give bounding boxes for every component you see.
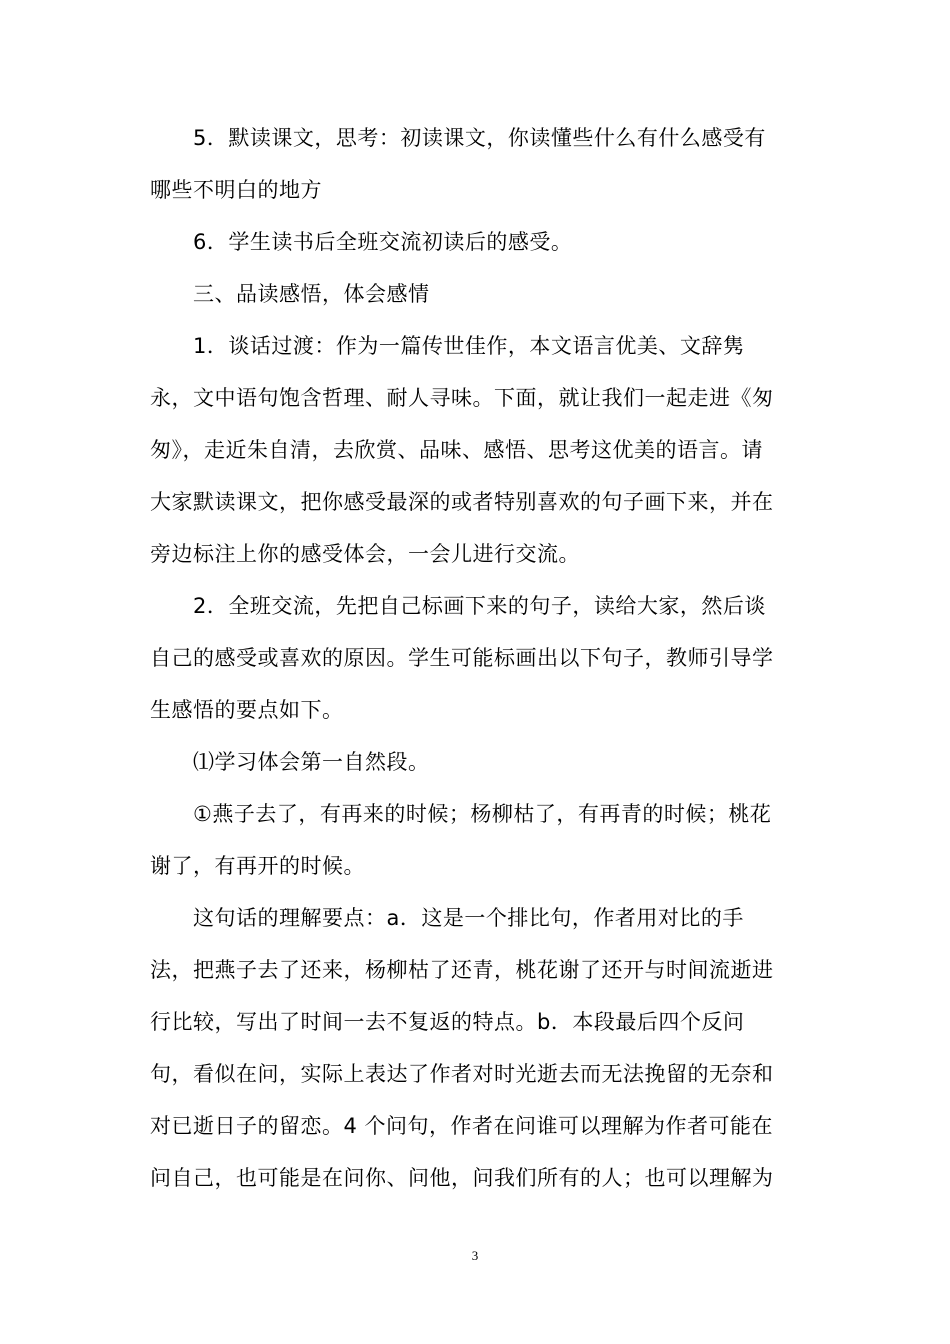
paragraph-line: 永，文中语句饱含哲理、耐人寻味。下面，就让我们一起走进《匆 (150, 386, 774, 410)
paragraph-line: 旁边标注上你的感受体会，一会儿进行交流。 (150, 542, 580, 566)
paragraph-line: 生感悟的要点如下。 (150, 698, 344, 722)
paragraph-line: 对已逝日子的留恋。4 个问句，作者在问谁可以理解为作者可能在 (150, 1114, 774, 1138)
page-number: 3 (471, 1248, 479, 1263)
paragraph-line: 大家默读课文，把你感受最深的或者特别喜欢的句子画下来，并在 (150, 490, 774, 514)
paragraph-line: 6．学生读书后全班交流初读后的感受。 (193, 230, 573, 254)
paragraph-line: 自己的感受或喜欢的原因。学生可能标画出以下句子，教师引导学 (150, 646, 774, 670)
paragraph-line: 谢了，有再开的时候。 (150, 854, 365, 878)
paragraph-line: ⑴学习体会第一自然段。 (193, 750, 430, 774)
paragraph-line: 5．默读课文，思考：初读课文，你读懂些什么有什么感受有 (193, 126, 766, 150)
section-heading: 三、品读感悟，体会感情 (193, 282, 430, 306)
paragraph-line: 1．谈话过渡：作为一篇传世佳作，本文语言优美、文辞隽 (193, 334, 745, 358)
paragraph-line: 匆》，走近朱自清，去欣赏、品味、感悟、思考这优美的语言。请 (150, 438, 763, 462)
paragraph-line: 句，看似在问，实际上表达了作者对时光逝去而无法挽留的无奈和 (150, 1062, 774, 1086)
paragraph-line: 问自己，也可能是在问你、问他，问我们所有的人；也可以理解为 (150, 1166, 774, 1190)
paragraph-line: 2．全班交流，先把自己标画下来的句子，读给大家，然后谈 (193, 594, 766, 618)
paragraph-line: 法，把燕子去了还来，杨柳枯了还青，桃花谢了还开与时间流逝进 (150, 958, 774, 982)
paragraph-line: 哪些不明白的地方 (150, 178, 322, 202)
paragraph-line: ①燕子去了，有再来的时候；杨柳枯了，有再青的时候；桃花 (193, 802, 772, 826)
paragraph-line: 行比较，写出了时间一去不复返的特点。b．本段最后四个反问 (150, 1010, 745, 1034)
paragraph-line: 这句话的理解要点：a．这是一个排比句，作者用对比的手 (193, 906, 744, 930)
